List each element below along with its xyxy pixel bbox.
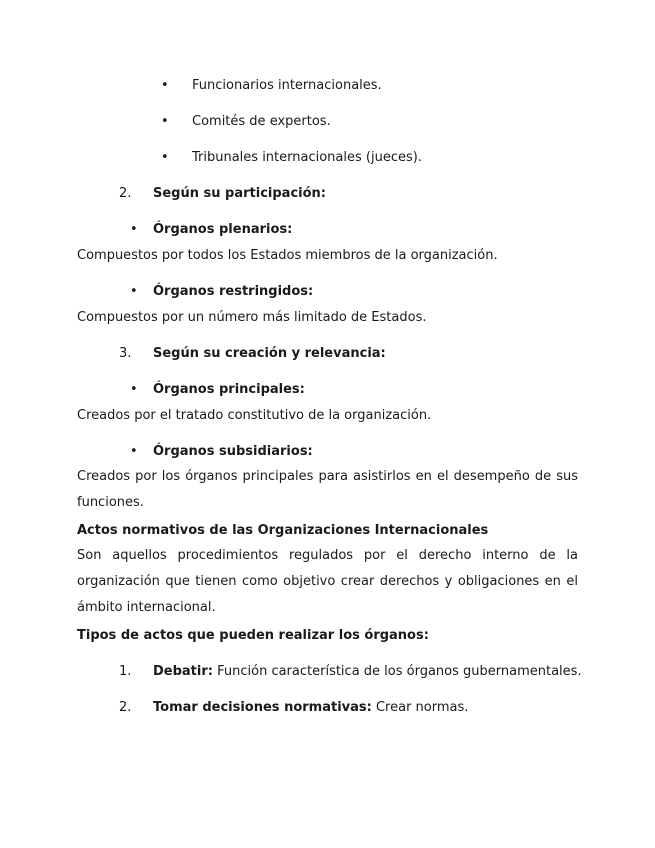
subsection-title: Órganos subsidiarios: — [153, 444, 313, 459]
list-number: 2. — [119, 700, 132, 715]
section-title: Según su creación y relevancia: — [153, 346, 386, 361]
paragraph: Creados por los órganos principales para asistirlos en el desempeño de sus funciones. — [77, 469, 578, 510]
heading: Tipos de actos que pueden realizar los órganos: — [77, 628, 429, 643]
bullet-dot: • — [130, 382, 138, 397]
heading: Actos normativos de las Organizaciones Internacionales — [77, 523, 489, 538]
term: Debatir: — [153, 664, 213, 679]
description: Función característica de los órganos gubernamentales. — [217, 664, 582, 679]
list-item: Tribunales internacionales (jueces). — [192, 150, 422, 165]
section-number: 3. — [119, 346, 132, 361]
bullet-dot: • — [161, 150, 169, 165]
subsection-title: Órganos principales: — [153, 382, 305, 397]
subsection-title: Órganos restringidos: — [153, 284, 314, 299]
bullet-dot: • — [130, 222, 138, 237]
paragraph: Son aquellos procedimientos regulados por el derecho interno de la organización que tienen como objetivo crear derechos y obligaciones en el ámbito internacional. — [77, 548, 578, 615]
list-item — [153, 664, 582, 679]
bullet-dot: • — [130, 284, 138, 299]
paragraph: Creados por el tratado constitutivo de la organización. — [77, 408, 432, 423]
term: Tomar decisiones normativas: — [153, 700, 372, 715]
list-item: Funcionarios internacionales. — [192, 78, 382, 93]
list-number: 1. — [119, 664, 132, 679]
bullet-dot: • — [130, 444, 138, 459]
section-number: 2. — [119, 186, 132, 201]
bullet-dot: • — [161, 114, 169, 129]
description: Crear normas. — [375, 700, 469, 715]
section-title: Según su participación: — [153, 186, 326, 201]
list-item: Comités de expertos. — [192, 114, 331, 129]
bullet-dot: • — [161, 78, 169, 93]
paragraph: Compuestos por todos los Estados miembros de la organización. — [77, 248, 498, 263]
paragraph: Compuestos por un número más limitado de Estados. — [77, 310, 427, 325]
subsection-title: Órganos plenarios: — [153, 222, 293, 237]
list-item — [153, 700, 468, 715]
